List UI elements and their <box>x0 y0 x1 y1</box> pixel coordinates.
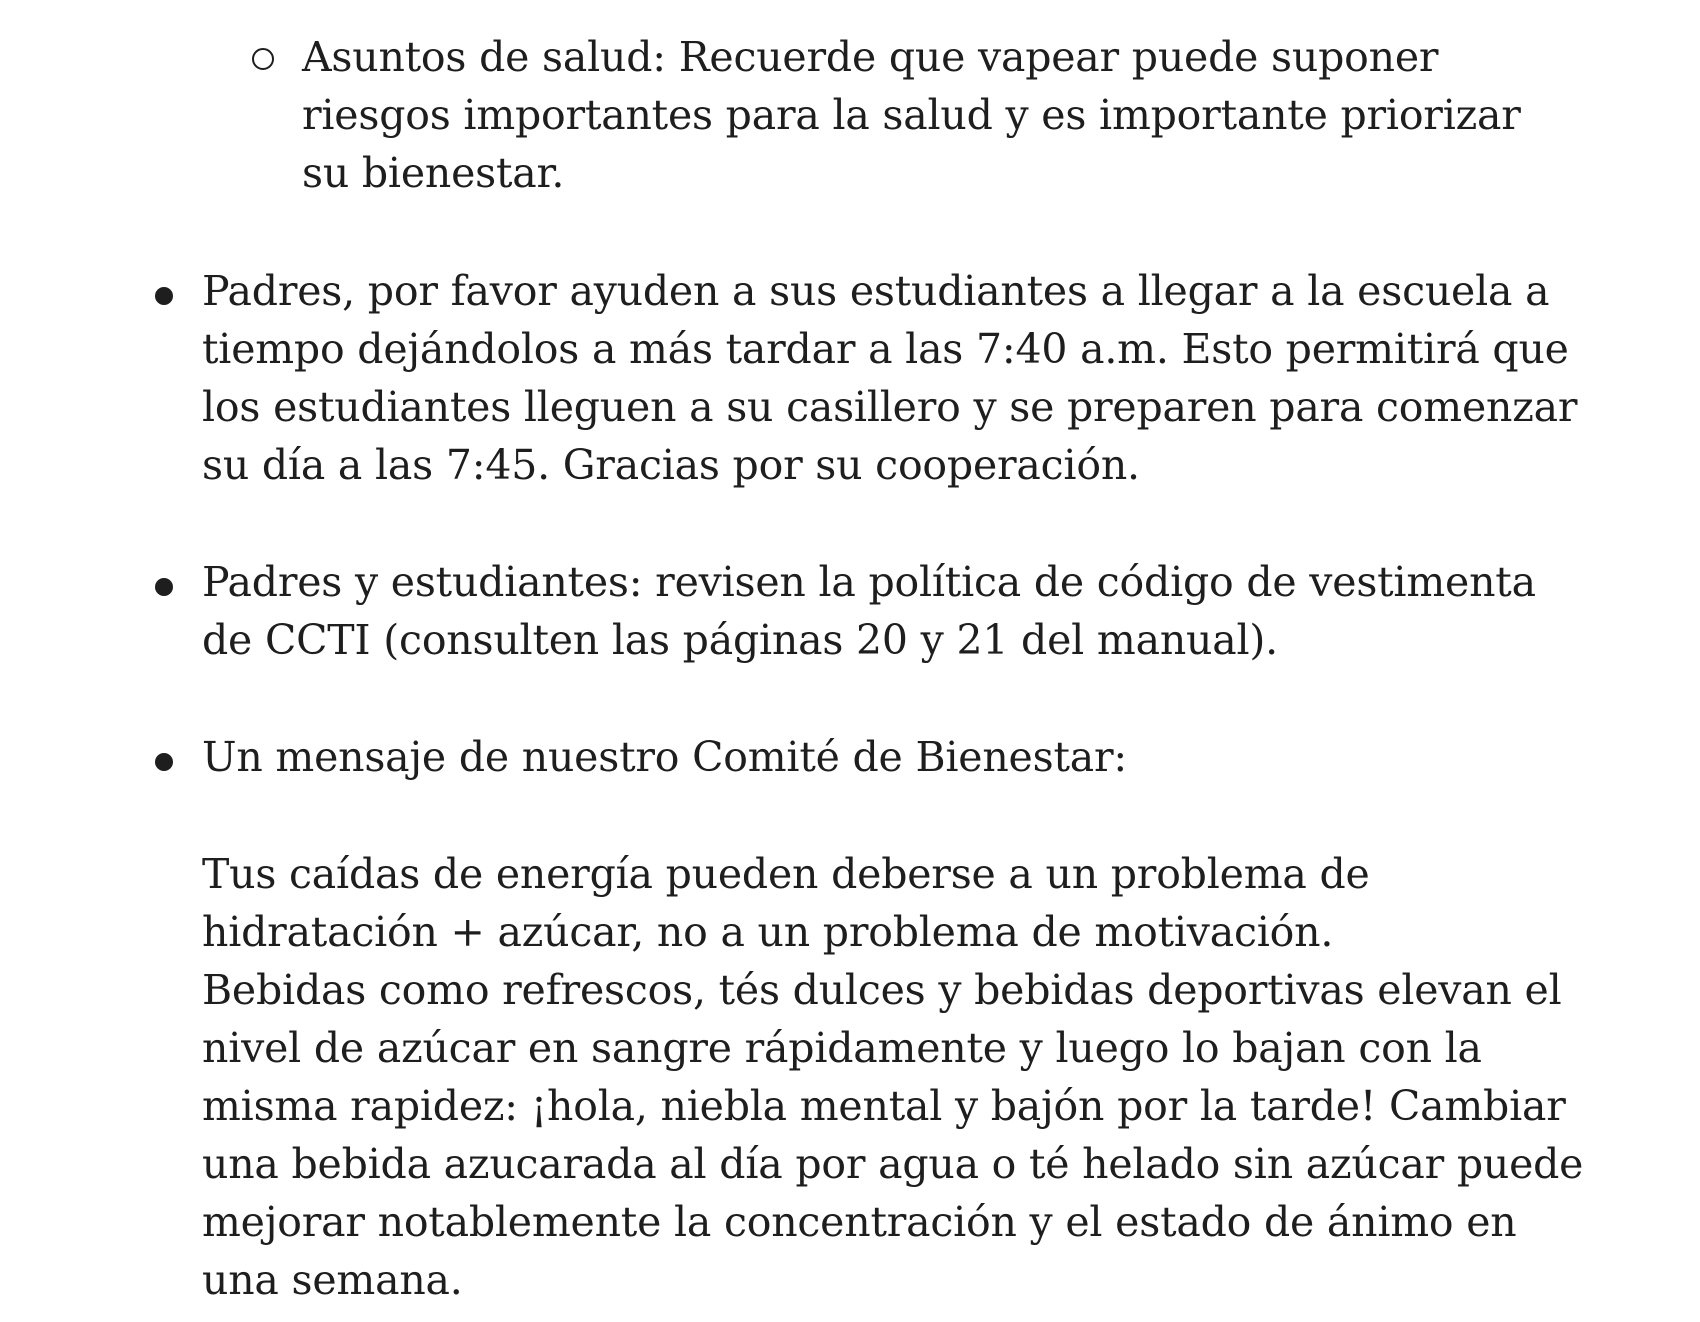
text-line: riesgos importantes para la salud y es importante priorizar <box>302 91 1521 139</box>
bullet-dress-code <box>202 553 1612 669</box>
text-line: una bebida azucarada al día por agua o té helado sin azúcar puede <box>202 1140 1584 1188</box>
hollow-circle-bullet-icon <box>252 48 274 70</box>
text-line: su bienestar. <box>302 149 565 197</box>
text-line: Un mensaje de nuestro Comité de Bienestar: <box>202 733 1127 781</box>
filled-circle-bullet-icon <box>155 753 173 771</box>
wellness-message-paragraph <box>202 845 1622 1309</box>
text-line: de CCTI (consulten las páginas 20 y 21 del manual). <box>202 616 1279 664</box>
text-line: hidratación + azúcar, no a un problema de motivación. <box>202 908 1334 956</box>
sub-bullet-health <box>302 28 1592 202</box>
text-line: su día a las 7:45. Gracias por su cooperación. <box>202 441 1140 489</box>
text-line: Tus caídas de energía pueden deberse a un problema de <box>202 850 1370 898</box>
text-line: los estudiantes lleguen a su casillero y se preparen para comenzar <box>202 383 1578 431</box>
text-line: Bebidas como refrescos, tés dulces y bebidas deportivas elevan el <box>202 966 1562 1014</box>
filled-circle-bullet-icon <box>155 287 173 305</box>
bullet-arrival-time <box>202 262 1612 494</box>
text-line: Asuntos de salud: Recuerde que vapear puede suponer <box>302 33 1439 81</box>
text-line: tiempo dejándolos a más tardar a las 7:40 a.m. Esto permitirá que <box>202 325 1569 373</box>
text-line: nivel de azúcar en sangre rápidamente y luego lo bajan con la <box>202 1024 1482 1072</box>
text-line: misma rapidez: ¡hola, niebla mental y bajón por la tarde! Cambiar <box>202 1082 1566 1130</box>
text-line: Padres y estudiantes: revisen la política de código de vestimenta <box>202 558 1536 606</box>
text-line: Padres, por favor ayuden a sus estudiantes a llegar a la escuela a <box>202 267 1550 315</box>
bullet-wellness-committee <box>202 728 1612 786</box>
filled-circle-bullet-icon <box>155 578 173 596</box>
text-line: mejorar notablemente la concentración y el estado de ánimo en <box>202 1198 1517 1246</box>
text-line: una semana. <box>202 1256 463 1304</box>
